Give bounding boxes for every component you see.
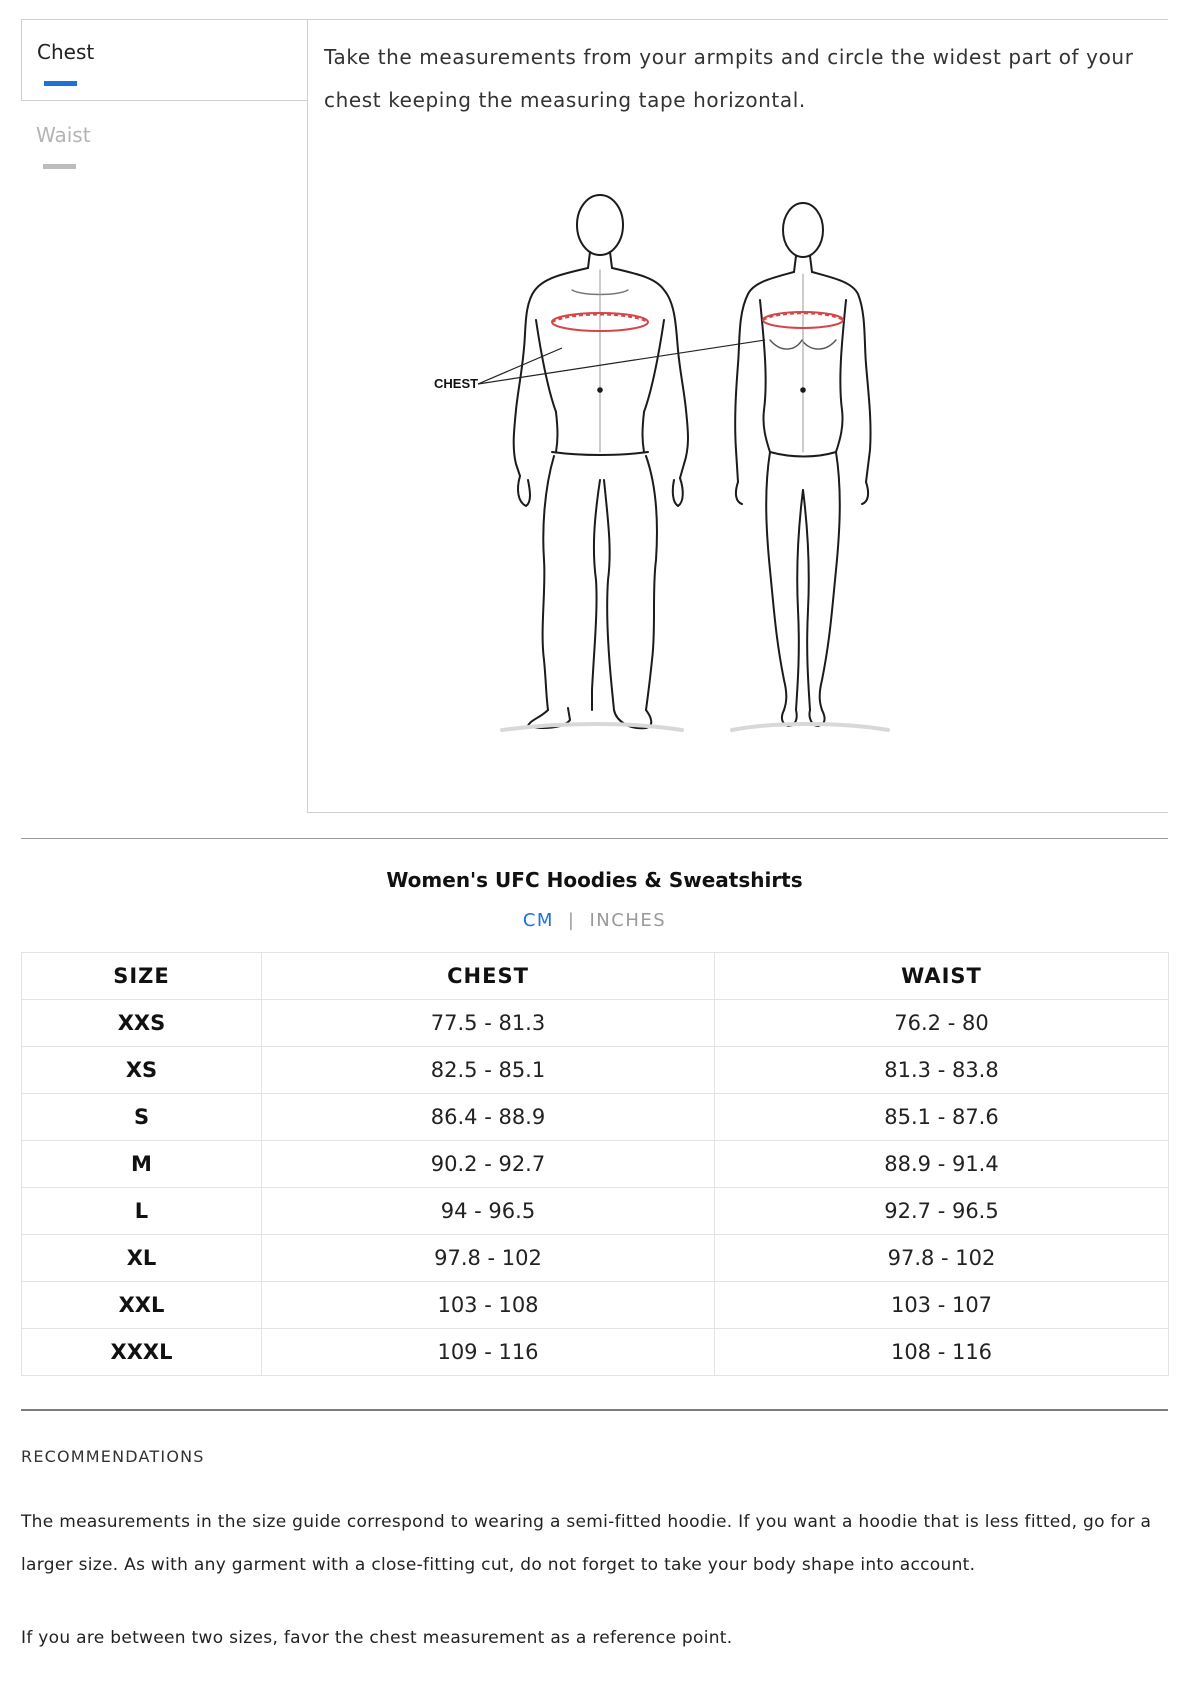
chest-cell: 109 - 116 <box>262 1329 715 1376</box>
table-row <box>22 1000 1169 1047</box>
unit-inches-button[interactable]: INCHES <box>589 910 667 931</box>
tab-waist-label: Waist <box>36 123 91 147</box>
waist-cell: 97.8 - 102 <box>715 1235 1169 1282</box>
male-figure <box>514 195 688 728</box>
chest-cell: 97.8 - 102 <box>262 1235 715 1282</box>
section-divider <box>21 838 1168 839</box>
unit-toggle <box>21 910 1168 931</box>
size-cell: M <box>22 1141 262 1188</box>
size-cell: XXXL <box>22 1329 262 1376</box>
chest-tape <box>552 312 843 331</box>
chest-callout-label: CHEST <box>434 376 479 391</box>
unit-separator: | <box>567 910 576 931</box>
waist-cell: 76.2 - 80 <box>715 1000 1169 1047</box>
tab-waist-indicator <box>43 164 76 169</box>
size-cell: XXS <box>22 1000 262 1047</box>
size-cell: XS <box>22 1047 262 1094</box>
table-row <box>22 1235 1169 1282</box>
table-row <box>22 1282 1169 1329</box>
chest-cell: 86.4 - 88.9 <box>262 1094 715 1141</box>
waist-cell: 85.1 - 87.6 <box>715 1094 1169 1141</box>
table-row <box>22 1329 1169 1376</box>
measurement-tabs <box>21 19 307 813</box>
table-row <box>22 1188 1169 1235</box>
waist-cell: 88.9 - 91.4 <box>715 1141 1169 1188</box>
body-measurement-illustration <box>432 190 912 760</box>
female-figure <box>735 203 870 726</box>
table-row <box>22 1141 1169 1188</box>
waist-cell: 81.3 - 83.8 <box>715 1047 1169 1094</box>
unit-cm-button[interactable]: CM <box>522 910 554 931</box>
size-cell: L <box>22 1188 262 1235</box>
measurement-instructions: Take the measurements from your armpits and circle the widest part of your chest keeping the measuring tape horizontal. <box>324 45 1134 112</box>
waist-cell: 92.7 - 96.5 <box>715 1188 1169 1235</box>
recommendations-heading: RECOMMENDATIONS <box>21 1447 205 1466</box>
chest-cell: 94 - 96.5 <box>262 1188 715 1235</box>
header-chest: CHEST <box>262 953 715 1000</box>
header-waist: WAIST <box>715 953 1169 1000</box>
waist-cell: 103 - 107 <box>715 1282 1169 1329</box>
tab-waist[interactable] <box>21 103 307 185</box>
size-cell: XXL <box>22 1282 262 1329</box>
chest-cell: 77.5 - 81.3 <box>262 1000 715 1047</box>
chest-cell: 103 - 108 <box>262 1282 715 1329</box>
size-cell: S <box>22 1094 262 1141</box>
recommendations-paragraph-1: The measurements in the size guide correspond to wearing a semi-fitted hoodie. If you want a hoodie that is less fitted, go for a larger size. As with any garment with a close-fitting cut, do not forget to take your body shape into account. <box>21 1512 1152 1575</box>
chest-cell: 82.5 - 85.1 <box>262 1047 715 1094</box>
tab-chest[interactable] <box>21 19 307 101</box>
waist-cell: 108 - 116 <box>715 1329 1169 1376</box>
recommendations-divider <box>21 1409 1168 1411</box>
table-row <box>22 1094 1169 1141</box>
chest-cell: 90.2 - 92.7 <box>262 1141 715 1188</box>
size-table <box>21 952 1169 1376</box>
table-row <box>22 1047 1169 1094</box>
measurement-guide <box>21 19 1168 813</box>
recommendations-paragraph-2: If you are between two sizes, favor the chest measurement as a reference point. <box>21 1628 733 1648</box>
size-table-title: Women's UFC Hoodies & Sweatshirts <box>386 868 803 892</box>
header-size: SIZE <box>22 953 262 1000</box>
tab-chest-label: Chest <box>37 40 95 64</box>
measurement-panel <box>307 19 1168 813</box>
size-cell: XL <box>22 1235 262 1282</box>
size-table-header <box>22 953 1169 1000</box>
tab-chest-indicator <box>44 81 77 86</box>
